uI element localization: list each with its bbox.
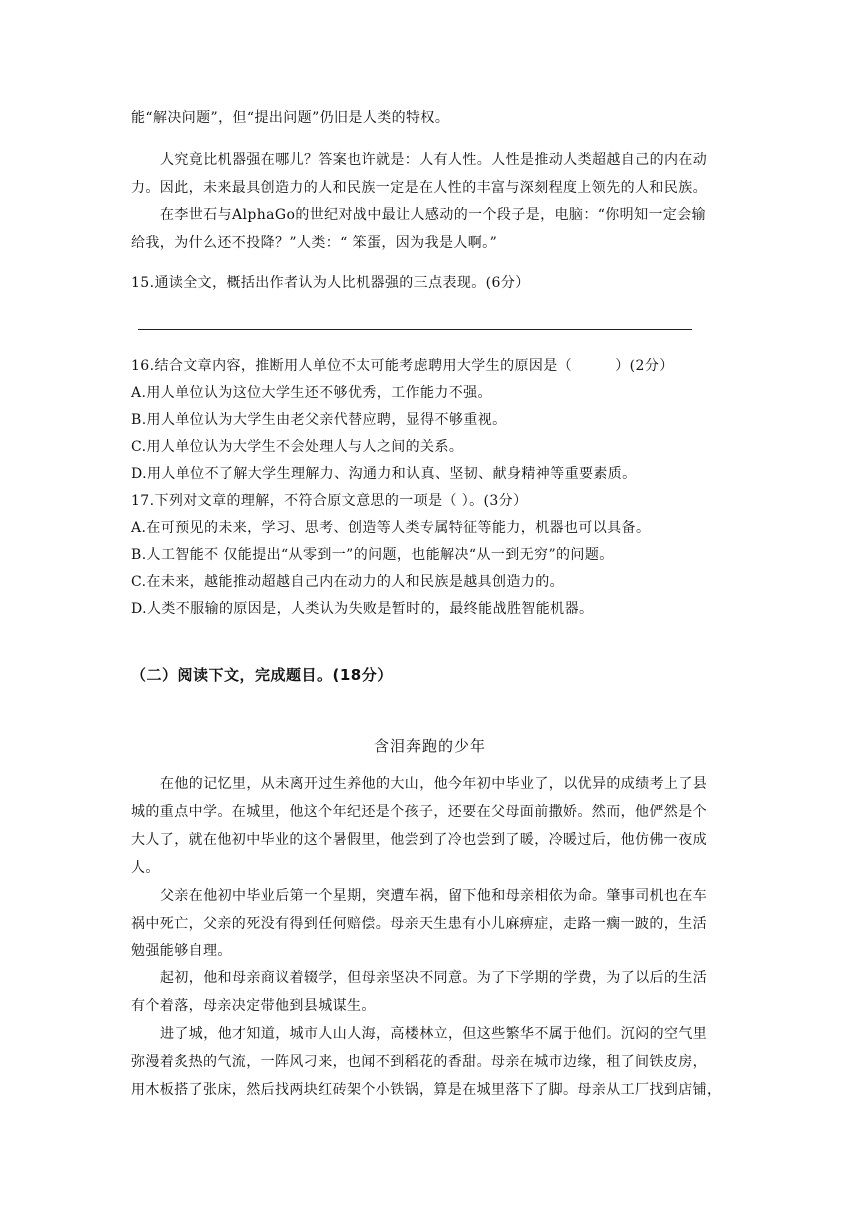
answer-line[interactable] — [138, 329, 692, 330]
story-line: 城的重点中学。在城里，他这个年纪还是个孩子，还要在父母面前撒娇。然而，他俨然是个 — [131, 804, 707, 820]
story-line: 父亲在他初中毕业后第一个星期，突遭车祸，留下他和母亲相依为命。肇事司机也在车 — [160, 888, 708, 904]
passage-line: 给我，为什么还不投降？”人类：“ 笨蛋，因为我是人啊。” — [131, 235, 498, 251]
story-line: 在他的记忆里，从未离开过生养他的大山，他今年初中毕业了，以优异的成绩考上了县 — [160, 776, 708, 792]
q17-option-a: A.在可预见的未来，学习、思考、创造等人类专属特征等能力，机器也可以具备。 — [131, 520, 651, 536]
story-line: 人。 — [131, 860, 160, 876]
passage-line: 力。因此，未来最具创造力的人和民族一定是在人性的丰富与深刻程度上领先的人和民族。 — [131, 180, 707, 196]
story-title: 含泪奔跑的少年 — [373, 737, 486, 755]
question-16: 16.结合文章内容，推断用人单位不太可能考虑聘用大学生的原因是（ ）(2分） — [131, 358, 674, 374]
story-line: 起初，他和母亲商议着辍学，但母亲坚决不同意。为了下学期的学费，为了以后的生活 — [160, 970, 708, 986]
q16-option-a: A.用人单位认为这位大学生还不够优秀，工作能力不强。 — [131, 385, 492, 401]
q16-option-b: B.用人单位认为大学生由老父亲代替应聘，显得不够重视。 — [131, 412, 507, 428]
q17-option-c: C.在未来，越能推动超越自己内在动力的人和民族是越具创造力的。 — [131, 574, 565, 590]
story-line: 用木板搭了张床，然后找两块红砖架个小铁锅，算是在城里落下了脚。母亲从工厂找到店铺， — [131, 1082, 722, 1098]
story-line: 勉强能够自理。 — [131, 943, 232, 959]
q17-option-d: D.人类不服输的原因是，人类认为失败是暂时的，最终能战胜智能机器。 — [131, 601, 594, 617]
passage-line: 人究竟比机器强在哪儿？答案也许就是：人有人性。人性是推动人类超越自己的内在动 — [160, 152, 708, 168]
section-heading: （二）阅读下文，完成题目。(18分） — [131, 666, 393, 684]
q16-option-c: C.用人单位认为大学生不会处理人与人之间的关系。 — [131, 439, 464, 455]
story-line: 祸中死亡，父亲的死没有得到任何赔偿。母亲天生患有小儿麻痹症，走路一瘸一跛的，生活 — [131, 916, 707, 932]
question-17: 17.下列对文章的理解，不符合原文意思的一项是（ ）。(3分） — [131, 493, 528, 509]
passage-line: 能“解决问题”，但“提出问题”仍旧是人类的特权。 — [131, 110, 450, 126]
q16-option-d: D.用人单位不了解大学生理解力、沟通力和认真、坚韧、献身精神等重要素质。 — [131, 466, 637, 482]
story-line: 弥漫着炙热的气流，一阵风刁来，也闻不到稻花的香甜。母亲在城市边缘，租了间铁皮房， — [131, 1054, 707, 1070]
question-15: 15.通读全文，概括出作者认为人比机器强的三点表现。(6分） — [131, 275, 530, 291]
story-line: 有个着落，母亲决定带他到县城谋生。 — [131, 998, 376, 1014]
passage-line: 在李世石与AlphaGo的世纪对战中最让人感动的一个段子是，电脑：“你明知一定会输 — [160, 207, 707, 223]
story-line: 进了城，他才知道，城市人山人海，高楼林立，但这些繁华不属于他们。沉闷的空气里 — [160, 1026, 708, 1042]
story-line: 大人了，就在他初中毕业的这个暑假里，他尝到了冷也尝到了暖，冷暖过后，他仿佛一夜成 — [131, 832, 707, 848]
q17-option-b: B.人工智能不 仅能提出“从零到一”的问题，也能解决“从一到无穷”的问题。 — [131, 547, 614, 563]
